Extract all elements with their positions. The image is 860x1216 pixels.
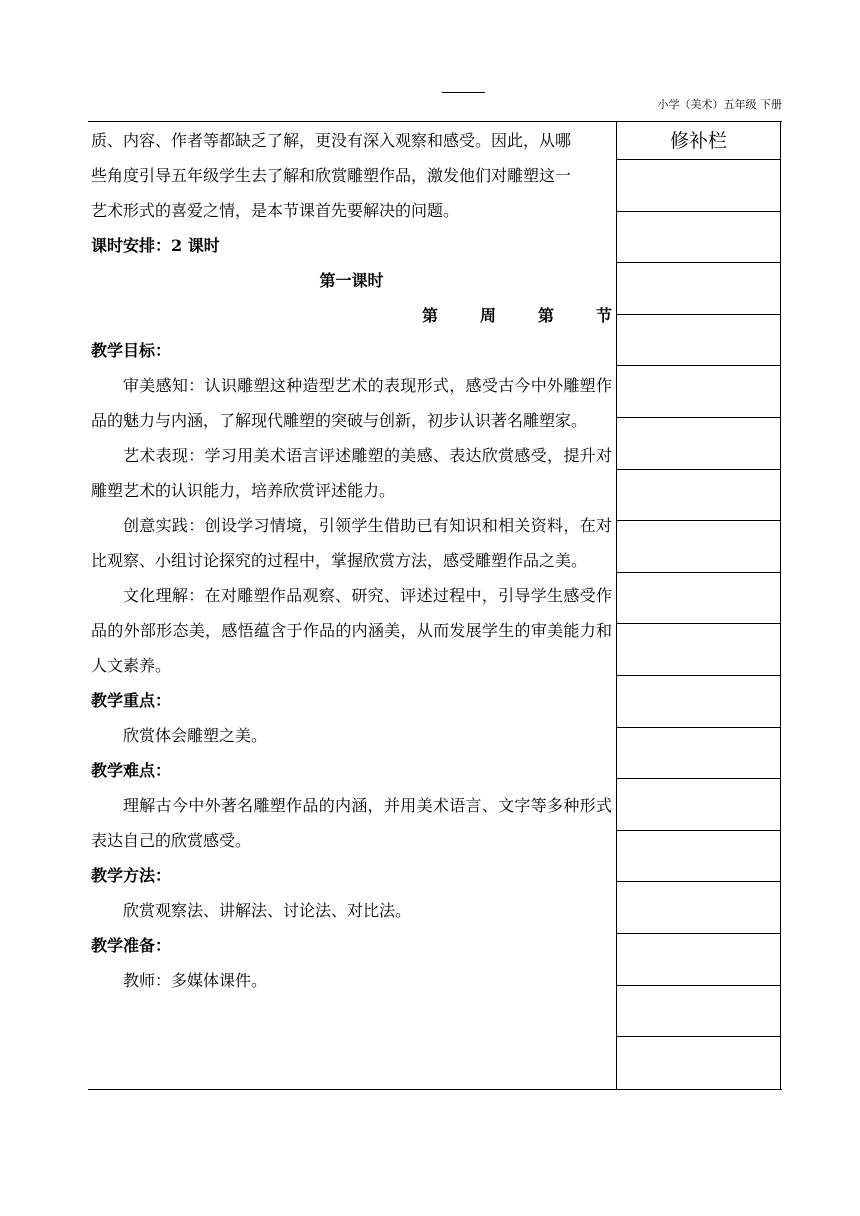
bottom-rule	[88, 1089, 782, 1090]
revision-row	[617, 521, 780, 573]
revision-row	[617, 624, 780, 676]
revision-row	[617, 315, 780, 367]
revision-row	[617, 728, 780, 780]
revision-row	[617, 986, 780, 1038]
week-word-3: 第	[537, 306, 554, 325]
prep-heading: 教学准备：	[91, 936, 172, 955]
revision-rows	[617, 160, 780, 1089]
prep-text: 教师：多媒体课件。	[123, 971, 268, 990]
revision-row	[617, 676, 780, 728]
difficulty-text: 理解古今中外著名雕塑作品的内涵，并用美术语言、文字等多种形式表达自己的欣赏感受。	[91, 796, 612, 850]
objectives-heading: 教学目标：	[91, 341, 172, 360]
revision-row	[617, 263, 780, 315]
objective-expression: 艺术表现：学习用美术语言评述雕塑的美感、表达欣赏感受，提升对雕塑艺术的认识能力，培养欣赏评述能力。	[91, 446, 612, 500]
top-short-rule	[442, 92, 485, 93]
week-word-1: 第	[421, 306, 438, 325]
key-heading: 教学重点：	[91, 691, 172, 710]
revision-row	[617, 212, 780, 264]
revision-row	[617, 418, 780, 470]
key-text: 欣赏体会雕塑之美。	[123, 726, 268, 745]
week-section-line	[91, 298, 612, 333]
objective-culture: 文化理解：在对雕塑作品观察、研究、评述过程中，引导学生感受作品的外部形态美，感悟蕴含于作品的内涵美，从而发展学生的审美能力和人文素养。	[91, 586, 612, 675]
revision-row	[617, 573, 780, 625]
lesson-title: 第一课时	[319, 271, 384, 290]
course-label: 小学（美术）五年级 下册	[657, 98, 782, 111]
intro-line-1: 质、内容、作者等都缺乏了解，更没有深入观察和感受。因此，从哪	[91, 131, 572, 150]
objective-practice: 创意实践：创设学习情境，引领学生借助已有知识和相关资料，在对比观察、小组讨论探究的过程中，掌握欣赏方法，感受雕塑作品之美。	[91, 516, 612, 570]
difficulty-heading: 教学难点：	[91, 761, 172, 780]
week-word-4: 节	[595, 306, 612, 325]
revision-row	[617, 831, 780, 883]
intro-line-2: 些角度引导五年级学生去了解和欣赏雕塑作品，激发他们对雕塑这一	[91, 166, 572, 185]
lesson-content	[91, 123, 612, 998]
objective-aesthetic: 审美感知：认识雕塑这种造型艺术的表现形式，感受古今中外雕塑作品的魅力与内涵，了解现代雕塑的突破与创新，初步认识著名雕塑家。	[91, 376, 612, 430]
week-word-2: 周	[479, 306, 496, 325]
revision-row	[617, 366, 780, 418]
revision-row	[617, 1037, 780, 1089]
revision-row	[617, 934, 780, 986]
method-heading: 教学方法：	[91, 866, 172, 885]
revision-column	[616, 122, 781, 1089]
schedule: 课时安排：2 课时	[91, 236, 220, 255]
revision-row	[617, 779, 780, 831]
revision-column-title: 修补栏	[617, 122, 780, 160]
revision-row	[617, 470, 780, 522]
revision-row	[617, 160, 780, 212]
revision-row	[617, 882, 780, 934]
intro-line-3: 艺术形式的喜爱之情，是本节课首先要解决的问题。	[91, 201, 460, 220]
method-text: 欣赏观察法、讲解法、讨论法、对比法。	[123, 901, 412, 920]
